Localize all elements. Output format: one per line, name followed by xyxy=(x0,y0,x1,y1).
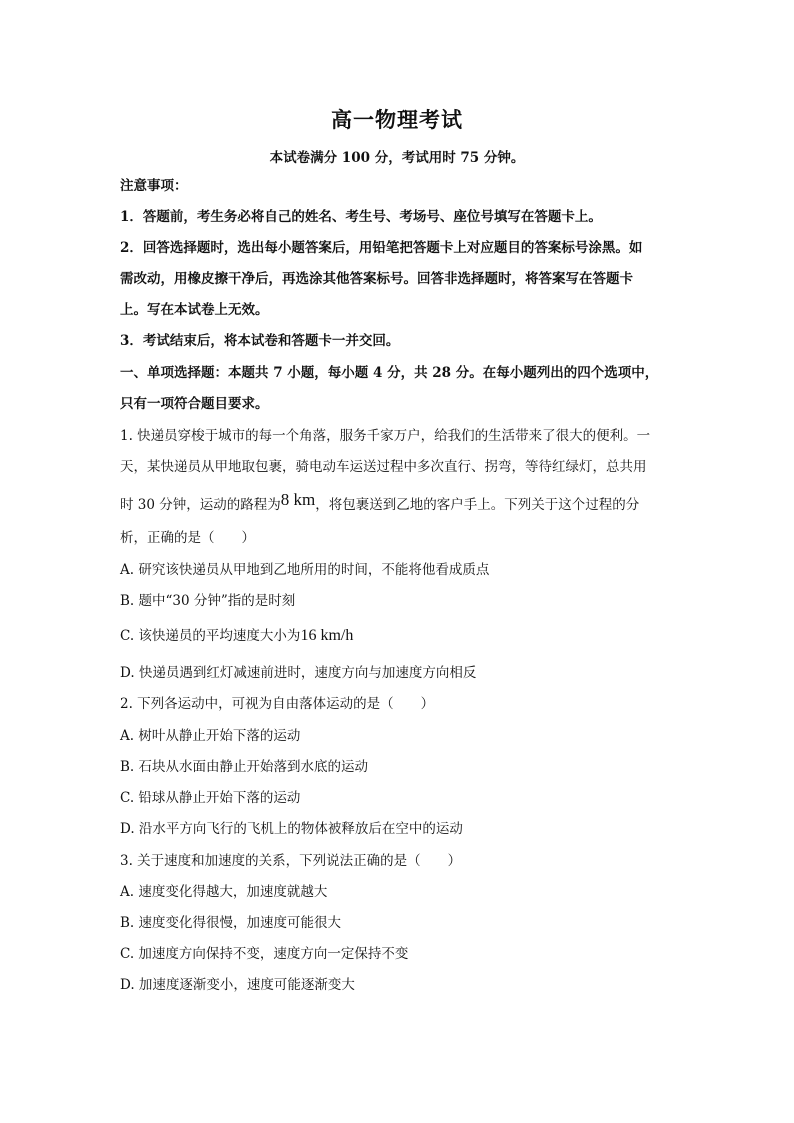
question-3-option-c: C. 加速度方向保持不变，速度方向一定保持不变 xyxy=(120,946,409,962)
question-2-option-d: D. 沿水平方向飞行的飞机上的物体被释放后在空中的运动 xyxy=(120,821,463,837)
question-1-stem-line-3 xyxy=(120,490,680,515)
notes-heading: 注意事项： xyxy=(120,178,188,194)
question-1-stem-line-3-text: 时 30 分钟，运动的路程为 xyxy=(120,497,281,513)
question-3-stem: 3. 关于速度和加速度的关系，下列说法正确的是（ ） xyxy=(120,853,462,869)
note-item-2-line-1: 2．回答选择题时，选出每小题答案后，用铅笔把答题卡上对应题目的答案标号涂黑。如 xyxy=(120,240,643,256)
question-2-stem: 2. 下列各运动中，可视为自由落体运动的是（ ） xyxy=(120,696,435,712)
question-3-option-b: B. 速度变化得很慢，加速度可能很大 xyxy=(120,915,342,931)
question-1-option-a: A. 研究该快递员从甲地到乙地所用的时间，不能将他看成质点 xyxy=(120,562,490,578)
note-item-2-line-2: 需改动，用橡皮擦干净后，再选涂其他答案标号。回答非选择题时，将答案写在答题卡 xyxy=(120,271,633,287)
note-item-1: 1．答题前，考生务必将自己的姓名、考生号、考场号、座位号填写在答题卡上。 xyxy=(120,209,602,225)
question-1-option-d: D. 快递员遇到红灯减速前进时，速度方向与加速度方向相反 xyxy=(120,665,477,681)
section-1-heading-line-2: 只有一项符合题目要求。 xyxy=(120,396,269,412)
question-1-stem-line-3-rest: ，将包裹送到乙地的客户手上。下列关于这个过程的分 xyxy=(315,497,640,513)
question-2-option-a: A. 树叶从静止开始下落的运动 xyxy=(120,728,301,744)
note-item-3: 3．考试结束后，将本试卷和答题卡一并交回。 xyxy=(120,333,400,349)
question-1-option-c xyxy=(120,626,680,646)
question-3-option-a: A. 速度变化得越大，加速度就越大 xyxy=(120,884,328,900)
page-subtitle: 本试卷满分 100 分，考试用时 75 分钟。 xyxy=(269,150,525,166)
note-item-2-line-3: 上。写在本试卷上无效。 xyxy=(120,302,269,318)
question-3-option-d: D. 加速度逐渐变小，速度可能逐渐变大 xyxy=(120,977,355,993)
speed-formula: 16 km/h xyxy=(300,627,354,644)
question-2-option-b: B. 石块从水面由静止开始落到水底的运动 xyxy=(120,759,369,775)
page-title: 高一物理考试 xyxy=(331,107,463,132)
question-2-option-c: C. 铅球从静止开始下落的运动 xyxy=(120,790,301,806)
section-1-heading-line-1: 一、单项选择题：本题共 7 小题，每小题 4 分，共 28 分。在每小题列出的四个选项中， xyxy=(120,365,659,381)
question-1-option-c-text: C. 该快递员的平均速度大小为 xyxy=(120,628,301,644)
question-1-stem-line-2: 天，某快递员从甲地取包裹，骑电动车运送过程中多次直行、拐弯，等待红绿灯，总共用 xyxy=(120,459,647,475)
question-1-option-b: B. 题中“30 分钟”指的是时刻 xyxy=(120,593,296,609)
distance-formula: 8 km xyxy=(280,490,316,509)
question-1-stem-line-4: 析，正确的是（ ） xyxy=(120,530,255,546)
question-1-stem-line-1: 1. 快递员穿梭于城市的每一个角落，服务千家万户，给我们的生活带来了很大的便利。一 xyxy=(120,428,651,444)
